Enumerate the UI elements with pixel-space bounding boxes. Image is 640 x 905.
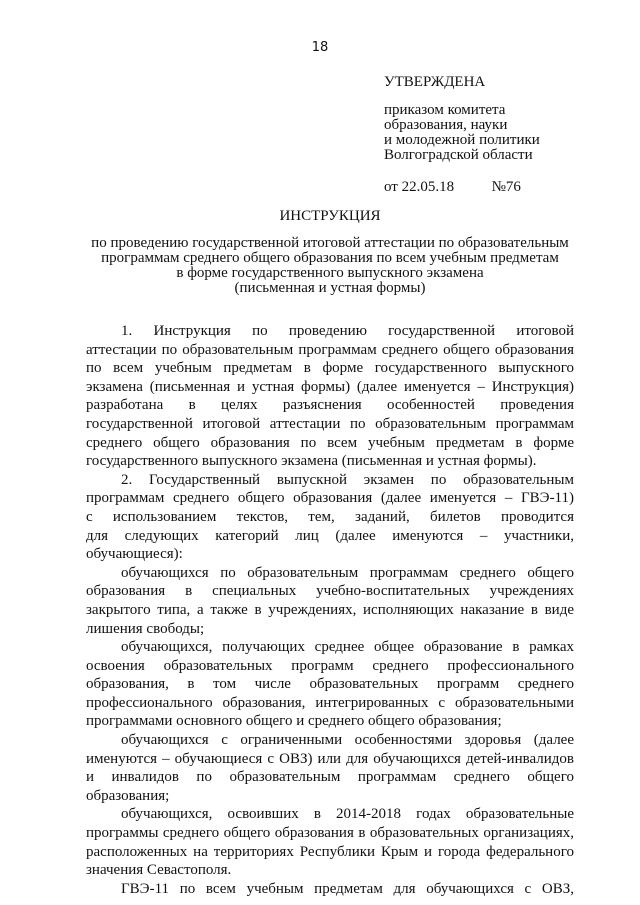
body-line: закрытого типа, а также в учреждениях, исполняющих наказание в виде xyxy=(86,601,574,618)
approval-line: Волгоградской области xyxy=(384,147,533,163)
body-line: обучающихся с ограниченными особенностями здоровья (далее xyxy=(121,732,574,749)
approval-block xyxy=(384,75,614,195)
document-subtitle xyxy=(86,236,574,296)
body-line: и инвалидов по образовательным программам среднего общего xyxy=(86,769,574,786)
document-title: ИНСТРУКЦИЯ xyxy=(279,208,381,224)
body-line: обучающихся по образовательным программам среднего общего xyxy=(121,564,574,581)
body-line: программами основного общего и среднего общего образования; xyxy=(86,713,502,730)
body-line: экзамена (письменная и устная формы) (далее именуется – Инструкция) xyxy=(86,378,574,395)
body-line: аттестации по образовательным программам среднего общего образования xyxy=(86,341,574,358)
body-line: значения Севастополя. xyxy=(86,862,232,879)
body-line: именуются – обучающиеся с ОВЗ) или для обучающихся детей-инвалидов xyxy=(86,750,574,767)
body-line: программы среднего общего образования в образовательных организациях, xyxy=(86,825,574,842)
body-line: разработана в целях разъяснения особенностей проведения xyxy=(86,397,574,414)
document-body xyxy=(86,322,574,898)
body-line: 1. Инструкция по проведению государственной итоговой xyxy=(121,323,574,339)
body-line: с использованием текстов, тем, заданий, билетов проводится xyxy=(86,508,574,525)
subtitle-line: программам среднего общего образования по всем учебным предметам xyxy=(101,250,559,266)
body-line: освоения образовательных программ среднего профессионального xyxy=(86,657,574,674)
approval-date: от 22.05.18 №76 xyxy=(384,179,521,195)
approval-title: УТВЕРЖДЕНА xyxy=(384,74,486,90)
body-line: лишения свободы; xyxy=(86,620,205,637)
approval-line: приказом комитета xyxy=(384,102,506,118)
body-line: для следующих категорий лиц (далее именуются – участники, xyxy=(86,527,574,544)
body-line: обучающихся, освоивших в 2014-2018 годах образовательные xyxy=(121,806,574,823)
body-line: профессионального образования, интегрированных с образовательными xyxy=(86,694,574,711)
body-line: обучающихся, получающих среднее общее образование в рамках xyxy=(121,639,574,656)
subtitle-line: (письменная и устная формы) xyxy=(234,280,426,296)
body-line: 2. Государственный выпускной экзамен по образовательным xyxy=(121,471,574,488)
body-line: ГВЭ-11 по всем учебным предметам для обучающихся с ОВЗ, xyxy=(121,880,574,897)
subtitle-line: по проведению государственной итоговой аттестации по образовательным xyxy=(91,235,569,251)
body-line: государственной итоговой аттестации по образовательным программам xyxy=(86,415,574,432)
body-line: государственного выпускного экзамена (письменная и устная формы). xyxy=(86,453,537,470)
body-line: обучающиеся): xyxy=(86,546,183,563)
approval-line: и молодежной политики xyxy=(384,132,540,148)
approval-line: образования, науки xyxy=(384,117,508,133)
subtitle-line: в форме государственного выпускного экзамена xyxy=(176,265,484,281)
body-line: образования; xyxy=(86,787,170,804)
body-line: образования в специальных учебно-воспитательных учреждениях xyxy=(86,583,574,600)
body-line: по всем учебным предметам в форме государственного выпускного xyxy=(86,360,574,377)
page-number: 18 xyxy=(311,40,329,55)
body-line: среднего общего образования по всем учебным предметам в форме xyxy=(86,434,574,451)
body-line: расположенных на территориях Республики Крым и города федерального xyxy=(86,843,574,860)
body-line: образования, в том числе образовательных программ среднего xyxy=(86,676,574,693)
body-line: программам среднего общего образования (далее именуется – ГВЭ-11) xyxy=(86,490,574,507)
